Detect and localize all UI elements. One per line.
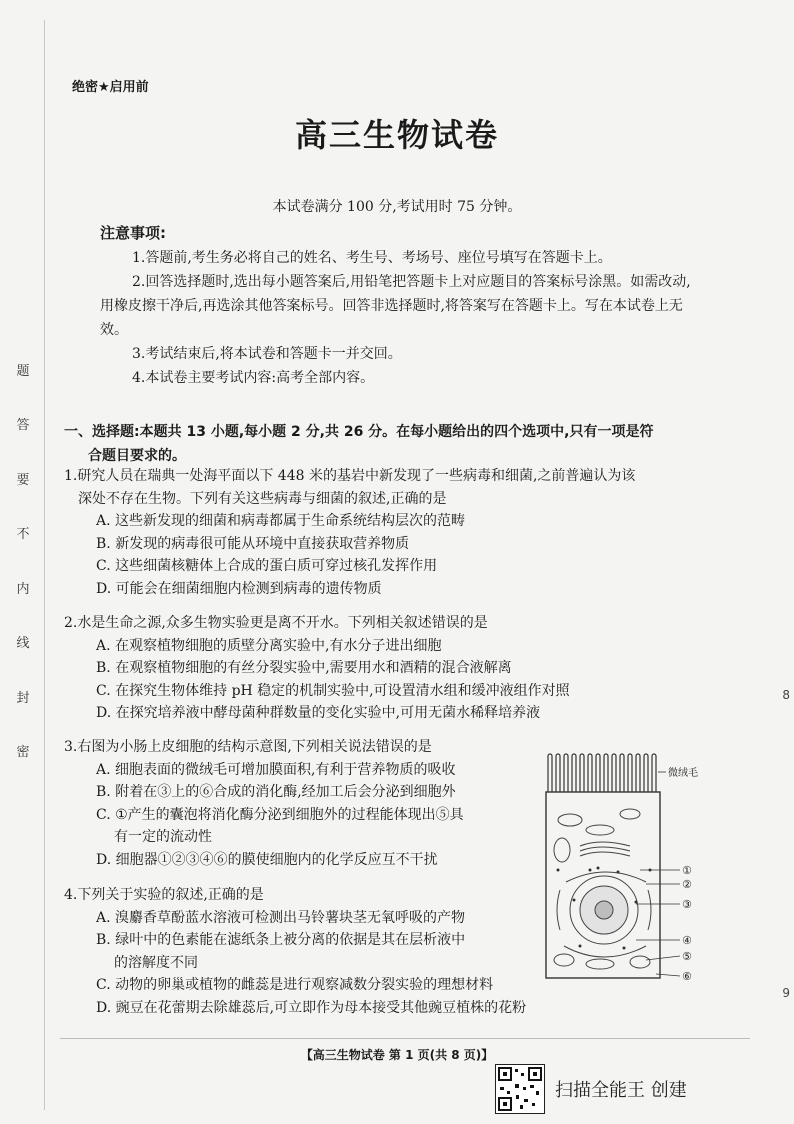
option-c: C. 在探究生物体维持 pH 稳定的机制实验中,可设置清水组和缓冲液组作对照 bbox=[96, 682, 570, 699]
label-1: ① bbox=[682, 864, 692, 877]
label-4: ④ bbox=[682, 934, 692, 947]
option-a: A. 细胞表面的微绒毛可增加膜面积,有利于营养物质的吸收 bbox=[96, 761, 456, 778]
edge-mark: 8 bbox=[782, 688, 790, 702]
seal-char: 题 bbox=[16, 364, 30, 379]
exam-info: 本试卷满分 100 分,考试用时 75 分钟。 bbox=[272, 199, 522, 215]
seal-char: 不 bbox=[16, 527, 30, 543]
option-b: B. 新发现的病毒很可能从环境中直接获取营养物质 bbox=[96, 535, 410, 552]
label-6: ⑥ bbox=[682, 970, 692, 983]
option-b: B. 附着在③上的⑥合成的消化酶,经加工后会分泌到细胞外 bbox=[96, 784, 456, 800]
question-stem: 2.水是生命之源,众多生物实验更是离不开水。下列相关叙述错误的是 bbox=[64, 615, 488, 631]
notice-item: 1.答题前,考生务必将自己的姓名、考生号、考场号、座位号填写在答题卡上。 bbox=[132, 250, 612, 266]
margin-rule bbox=[44, 20, 45, 1110]
seal-char: 内 bbox=[16, 581, 30, 597]
cell-membrane bbox=[546, 792, 660, 978]
option-c: C. 这些细菌核糖体上合成的蛋白质可穿过核孔发挥作用 bbox=[96, 558, 438, 574]
option-c: C. ①产生的囊泡将消化酶分泌到细胞外的过程能体现出⑤具 bbox=[96, 806, 464, 823]
label-2: ② bbox=[682, 878, 692, 891]
notice-item: 4.本试卷主要考试内容:高考全部内容。 bbox=[132, 370, 375, 386]
footer-rule bbox=[60, 1038, 750, 1039]
seal-char: 封 bbox=[16, 690, 30, 706]
option-d: D. 可能会在细菌细胞内检测到病毒的遗传物质 bbox=[96, 580, 382, 597]
option-a: A. 这些新发现的细菌和病毒都属于生命系统结构层次的范畴 bbox=[96, 513, 466, 529]
seal-char: 要 bbox=[16, 472, 30, 488]
option-d: D. 豌豆在花蕾期去除雄蕊后,可立即作为母本接受其他豌豆植株的花粉 bbox=[96, 999, 527, 1016]
scanner-text: 扫描全能王 创建 bbox=[555, 1080, 687, 1101]
question-3 bbox=[64, 736, 534, 871]
notice-title: 注意事项: bbox=[100, 224, 166, 242]
option-b-continued: 的溶解度不同 bbox=[114, 954, 198, 971]
qr-code-icon bbox=[495, 1064, 545, 1114]
option-b: B. 在观察植物细胞的有丝分裂实验中,需要用水和酒精的混合液解离 bbox=[96, 660, 512, 676]
option-c: C. 动物的卵巢或植物的雌蕊是进行观察减数分裂实验的理想材料 bbox=[96, 977, 494, 993]
scanner-watermark bbox=[495, 1064, 687, 1114]
seal-char: 密 bbox=[16, 744, 30, 760]
question-2 bbox=[64, 612, 754, 725]
page-footer: 【高三生物试卷 第 1 页(共 8 页)】 bbox=[300, 1048, 494, 1062]
confidential-label: 绝密★启用前 bbox=[72, 80, 149, 95]
question-4 bbox=[64, 884, 564, 1019]
notice-item: 2.回答选择题时,选出每小题答案后,用铅笔把答题卡上对应题目的答案标号涂黑。如需改动,用橡皮擦干净后,再选涂其他答案标号。回答非选择题时,将答案写在答题卡上。写在本试卷上无效。 bbox=[100, 274, 691, 338]
question-stem: 深处不存在生物。下列有关这些病毒与细菌的叙述,正确的是 bbox=[78, 490, 447, 507]
edge-mark: 9 bbox=[782, 986, 790, 1000]
option-c-continued: 有一定的流动性 bbox=[114, 829, 212, 845]
section-line: 合题目要求的。 bbox=[88, 448, 186, 464]
intestinal-cell-diagram bbox=[540, 750, 700, 990]
section-line: 一、选择题:本题共 13 小题,每小题 2 分,共 26 分。在每小题给出的四个选项中,只有一项是符 bbox=[64, 424, 654, 440]
seal-char: 线 bbox=[16, 636, 30, 652]
option-a: A. 在观察植物细胞的质壁分离实验中,有水分子进出细胞 bbox=[96, 637, 442, 654]
question-1 bbox=[64, 465, 754, 600]
option-d: D. 细胞器①②③④⑥的膜使细胞内的化学反应互不干扰 bbox=[96, 851, 438, 868]
question-stem: 3.右图为小肠上皮细胞的结构示意图,下列相关说法错误的是 bbox=[64, 739, 432, 755]
microvilli-label: 微绒毛 bbox=[668, 768, 698, 779]
notice-list bbox=[100, 246, 700, 390]
option-b: B. 绿叶中的色素能在滤纸条上被分离的依据是其在层析液中 bbox=[96, 932, 466, 948]
microvilli bbox=[548, 754, 656, 792]
label-5: ⑤ bbox=[682, 950, 692, 963]
page-title: 高三生物试卷 bbox=[294, 116, 499, 154]
question-stem: 1.研究人员在瑞典一处海平面以下 448 米的基岩中新发现了一些病毒和细菌,之前普遍认为该 bbox=[64, 468, 636, 484]
seal-line-sidebar bbox=[10, 360, 36, 760]
seal-char: 答 bbox=[16, 418, 30, 434]
section-heading bbox=[64, 420, 754, 468]
option-d: D. 在探究培养液中酵母菌种群数量的变化实验中,可用无菌水稀释培养液 bbox=[96, 705, 541, 721]
label-3: ③ bbox=[682, 898, 692, 911]
question-stem: 4.下列关于实验的叙述,正确的是 bbox=[64, 887, 264, 903]
option-a: A. 溴麝香草酚蓝水溶液可检测出马铃薯块茎无氧呼吸的产物 bbox=[96, 909, 466, 926]
notice-item: 3.考试结束后,将本试卷和答题卡一并交回。 bbox=[132, 346, 402, 362]
